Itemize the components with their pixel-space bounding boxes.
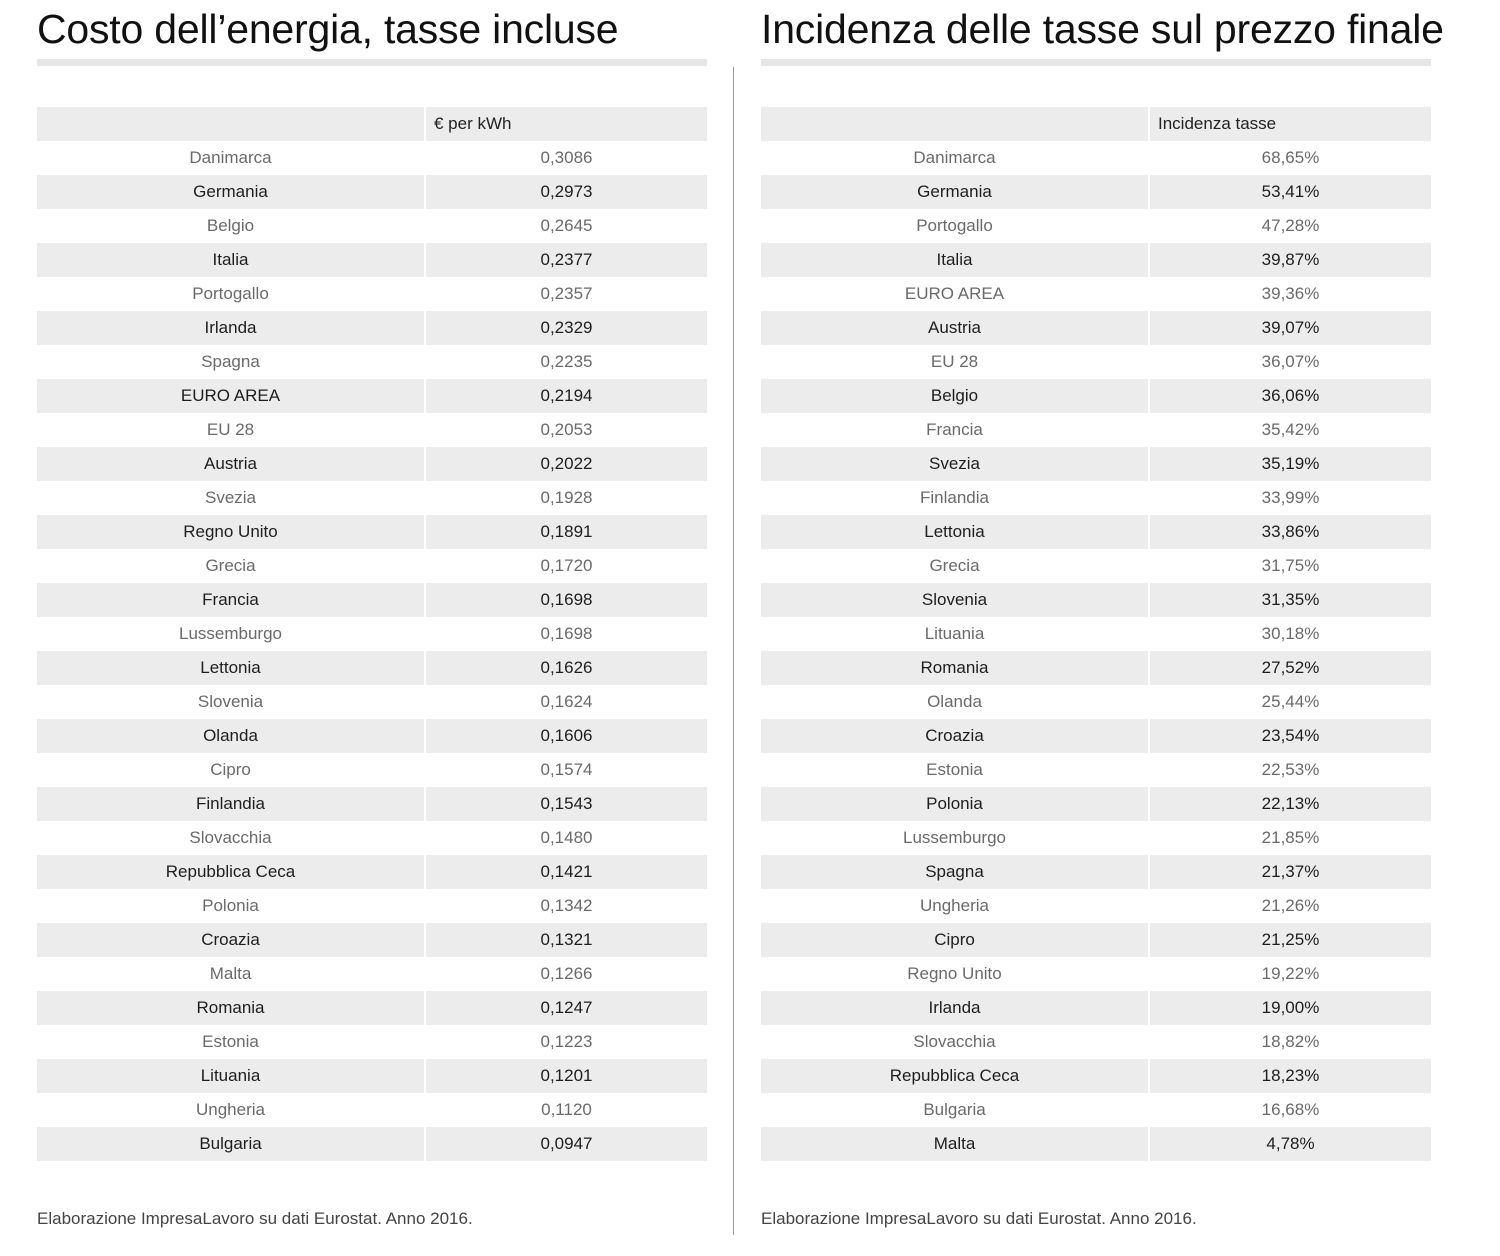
value-cell: 18,23% <box>1149 1059 1431 1093</box>
table-row <box>761 651 1431 685</box>
country-cell: Belgio <box>761 379 1149 413</box>
value-cell: 0,1624 <box>425 685 707 719</box>
table-row <box>761 1059 1431 1093</box>
country-cell: Olanda <box>761 685 1149 719</box>
table-row <box>37 1093 707 1127</box>
country-cell: Francia <box>761 413 1149 447</box>
table-row <box>761 855 1431 889</box>
table-row <box>37 277 707 311</box>
country-cell: Belgio <box>37 209 425 243</box>
table-row <box>761 243 1431 277</box>
value-cell: 68,65% <box>1149 141 1431 175</box>
table-header-row <box>761 107 1431 141</box>
table-row <box>37 957 707 991</box>
country-cell: Romania <box>761 651 1149 685</box>
title-rule <box>37 59 707 66</box>
value-cell: 0,1421 <box>425 855 707 889</box>
tax-share-table <box>761 107 1431 1161</box>
value-cell: 0,1321 <box>425 923 707 957</box>
value-cell: 0,1698 <box>425 617 707 651</box>
table-row <box>37 481 707 515</box>
country-cell: EURO AREA <box>37 379 425 413</box>
country-cell: Lettonia <box>761 515 1149 549</box>
value-cell: 36,06% <box>1149 379 1431 413</box>
value-cell: 0,1120 <box>425 1093 707 1127</box>
source-note: Elaborazione ImpresaLavoro su dati Eurostat. Anno 2016. <box>37 1209 473 1228</box>
table-row <box>37 821 707 855</box>
country-cell: Slovenia <box>761 583 1149 617</box>
energy-cost-title: Costo dell’energia, tasse incluse <box>37 6 619 52</box>
country-cell: Repubblica Ceca <box>761 1059 1149 1093</box>
value-cell: 33,86% <box>1149 515 1431 549</box>
tax-share-title: Incidenza delle tasse sul prezzo finale <box>761 6 1444 52</box>
table-row <box>761 379 1431 413</box>
table-row <box>761 311 1431 345</box>
country-cell: Portogallo <box>37 277 425 311</box>
country-cell: Croazia <box>761 719 1149 753</box>
value-cell: 0,2022 <box>425 447 707 481</box>
value-cell: 25,44% <box>1149 685 1431 719</box>
title-rule <box>761 59 1431 66</box>
table-row <box>37 345 707 379</box>
country-cell: Francia <box>37 583 425 617</box>
table-row <box>761 447 1431 481</box>
table-row <box>761 821 1431 855</box>
country-cell: Portogallo <box>761 209 1149 243</box>
value-cell: 21,37% <box>1149 855 1431 889</box>
header-value: Incidenza tasse <box>1149 107 1431 141</box>
country-cell: Regno Unito <box>37 515 425 549</box>
table-row <box>37 719 707 753</box>
value-cell: 0,2645 <box>425 209 707 243</box>
value-cell: 31,75% <box>1149 549 1431 583</box>
value-cell: 47,28% <box>1149 209 1431 243</box>
country-cell: Slovenia <box>37 685 425 719</box>
table-row <box>37 311 707 345</box>
value-cell: 39,87% <box>1149 243 1431 277</box>
value-cell: 21,25% <box>1149 923 1431 957</box>
table-row <box>37 855 707 889</box>
table-row <box>37 753 707 787</box>
table-row <box>37 1025 707 1059</box>
table-row <box>761 991 1431 1025</box>
table-row <box>37 243 707 277</box>
value-cell: 0,2194 <box>425 379 707 413</box>
value-cell: 0,1480 <box>425 821 707 855</box>
value-cell: 22,13% <box>1149 787 1431 821</box>
table-row <box>37 991 707 1025</box>
table-row <box>37 209 707 243</box>
value-cell: 0,2357 <box>425 277 707 311</box>
table-row <box>37 413 707 447</box>
value-cell: 0,1720 <box>425 549 707 583</box>
country-cell: Grecia <box>761 549 1149 583</box>
panel-divider <box>733 67 734 1235</box>
table-row <box>37 379 707 413</box>
value-cell: 0,1247 <box>425 991 707 1025</box>
value-cell: 0,2377 <box>425 243 707 277</box>
country-cell: Austria <box>761 311 1149 345</box>
country-cell: Finlandia <box>37 787 425 821</box>
table-row <box>761 787 1431 821</box>
country-cell: Slovacchia <box>37 821 425 855</box>
country-cell: Cipro <box>761 923 1149 957</box>
table-row <box>761 753 1431 787</box>
table-row <box>37 1059 707 1093</box>
country-cell: Danimarca <box>761 141 1149 175</box>
value-cell: 33,99% <box>1149 481 1431 515</box>
value-cell: 0,2973 <box>425 175 707 209</box>
value-cell: 35,42% <box>1149 413 1431 447</box>
value-cell: 21,26% <box>1149 889 1431 923</box>
table-row <box>761 345 1431 379</box>
country-cell: Bulgaria <box>37 1127 425 1161</box>
table-row <box>37 549 707 583</box>
table-row <box>761 549 1431 583</box>
table-row <box>37 175 707 209</box>
value-cell: 0,1698 <box>425 583 707 617</box>
country-cell: Irlanda <box>761 991 1149 1025</box>
value-cell: 0,1574 <box>425 753 707 787</box>
value-cell: 0,2053 <box>425 413 707 447</box>
value-cell: 0,1223 <box>425 1025 707 1059</box>
country-cell: EU 28 <box>761 345 1149 379</box>
value-cell: 22,53% <box>1149 753 1431 787</box>
table-row <box>761 583 1431 617</box>
country-cell: Italia <box>761 243 1149 277</box>
country-cell: Lettonia <box>37 651 425 685</box>
country-cell: Polonia <box>37 889 425 923</box>
table-row <box>761 617 1431 651</box>
country-cell: Finlandia <box>761 481 1149 515</box>
table-row <box>37 889 707 923</box>
table-row <box>761 889 1431 923</box>
table-row <box>761 175 1431 209</box>
value-cell: 0,2235 <box>425 345 707 379</box>
table-row <box>761 719 1431 753</box>
country-cell: Italia <box>37 243 425 277</box>
table-header-row <box>37 107 707 141</box>
country-cell: Spagna <box>37 345 425 379</box>
country-cell: Malta <box>761 1127 1149 1161</box>
table-row <box>761 209 1431 243</box>
value-cell: 21,85% <box>1149 821 1431 855</box>
table-row <box>37 447 707 481</box>
table-row <box>37 141 707 175</box>
country-cell: Regno Unito <box>761 957 1149 991</box>
table-row <box>761 1093 1431 1127</box>
country-cell: Malta <box>37 957 425 991</box>
energy-cost-rows <box>37 141 707 1161</box>
table-row <box>761 413 1431 447</box>
header-value: € per kWh <box>425 107 707 141</box>
table-row <box>761 1025 1431 1059</box>
country-cell: Lituania <box>37 1059 425 1093</box>
value-cell: 0,1606 <box>425 719 707 753</box>
value-cell: 16,68% <box>1149 1093 1431 1127</box>
country-cell: Repubblica Ceca <box>37 855 425 889</box>
table-row <box>761 923 1431 957</box>
country-cell: Germania <box>37 175 425 209</box>
country-cell: Svezia <box>761 447 1149 481</box>
value-cell: 53,41% <box>1149 175 1431 209</box>
country-cell: Svezia <box>37 481 425 515</box>
table-row <box>761 957 1431 991</box>
value-cell: 4,78% <box>1149 1127 1431 1161</box>
value-cell: 0,1891 <box>425 515 707 549</box>
country-cell: Irlanda <box>37 311 425 345</box>
value-cell: 19,22% <box>1149 957 1431 991</box>
value-cell: 0,1266 <box>425 957 707 991</box>
value-cell: 0,1342 <box>425 889 707 923</box>
country-cell: Estonia <box>761 753 1149 787</box>
energy-cost-panel <box>37 0 707 1256</box>
table-row <box>37 923 707 957</box>
table-row <box>761 481 1431 515</box>
table-row <box>37 617 707 651</box>
country-cell: Romania <box>37 991 425 1025</box>
table-row <box>37 685 707 719</box>
value-cell: 0,1928 <box>425 481 707 515</box>
country-cell: Lussemburgo <box>761 821 1149 855</box>
value-cell: 23,54% <box>1149 719 1431 753</box>
country-cell: Ungheria <box>37 1093 425 1127</box>
tax-share-rows <box>761 141 1431 1161</box>
country-cell: Lussemburgo <box>37 617 425 651</box>
country-cell: Cipro <box>37 753 425 787</box>
country-cell: EU 28 <box>37 413 425 447</box>
value-cell: 39,36% <box>1149 277 1431 311</box>
country-cell: Spagna <box>761 855 1149 889</box>
country-cell: Estonia <box>37 1025 425 1059</box>
value-cell: 0,2329 <box>425 311 707 345</box>
value-cell: 0,3086 <box>425 141 707 175</box>
country-cell: Grecia <box>37 549 425 583</box>
value-cell: 0,0947 <box>425 1127 707 1161</box>
country-cell: Lituania <box>761 617 1149 651</box>
value-cell: 39,07% <box>1149 311 1431 345</box>
header-country <box>37 107 425 141</box>
table-row <box>761 141 1431 175</box>
value-cell: 31,35% <box>1149 583 1431 617</box>
value-cell: 36,07% <box>1149 345 1431 379</box>
country-cell: EURO AREA <box>761 277 1149 311</box>
country-cell: Croazia <box>37 923 425 957</box>
value-cell: 0,1201 <box>425 1059 707 1093</box>
value-cell: 30,18% <box>1149 617 1431 651</box>
source-note: Elaborazione ImpresaLavoro su dati Eurostat. Anno 2016. <box>761 1209 1197 1228</box>
table-row <box>37 515 707 549</box>
energy-cost-table <box>37 107 707 1161</box>
table-row <box>761 685 1431 719</box>
header-country <box>761 107 1149 141</box>
table-row <box>37 583 707 617</box>
country-cell: Slovacchia <box>761 1025 1149 1059</box>
table-row <box>37 787 707 821</box>
value-cell: 0,1626 <box>425 651 707 685</box>
tax-share-panel <box>761 0 1444 1256</box>
value-cell: 27,52% <box>1149 651 1431 685</box>
table-row <box>761 1127 1431 1161</box>
value-cell: 19,00% <box>1149 991 1431 1025</box>
country-cell: Ungheria <box>761 889 1149 923</box>
country-cell: Polonia <box>761 787 1149 821</box>
value-cell: 0,1543 <box>425 787 707 821</box>
value-cell: 18,82% <box>1149 1025 1431 1059</box>
country-cell: Austria <box>37 447 425 481</box>
table-row <box>761 277 1431 311</box>
value-cell: 35,19% <box>1149 447 1431 481</box>
country-cell: Danimarca <box>37 141 425 175</box>
country-cell: Bulgaria <box>761 1093 1149 1127</box>
country-cell: Olanda <box>37 719 425 753</box>
table-row <box>37 651 707 685</box>
table-row <box>37 1127 707 1161</box>
table-row <box>761 515 1431 549</box>
country-cell: Germania <box>761 175 1149 209</box>
